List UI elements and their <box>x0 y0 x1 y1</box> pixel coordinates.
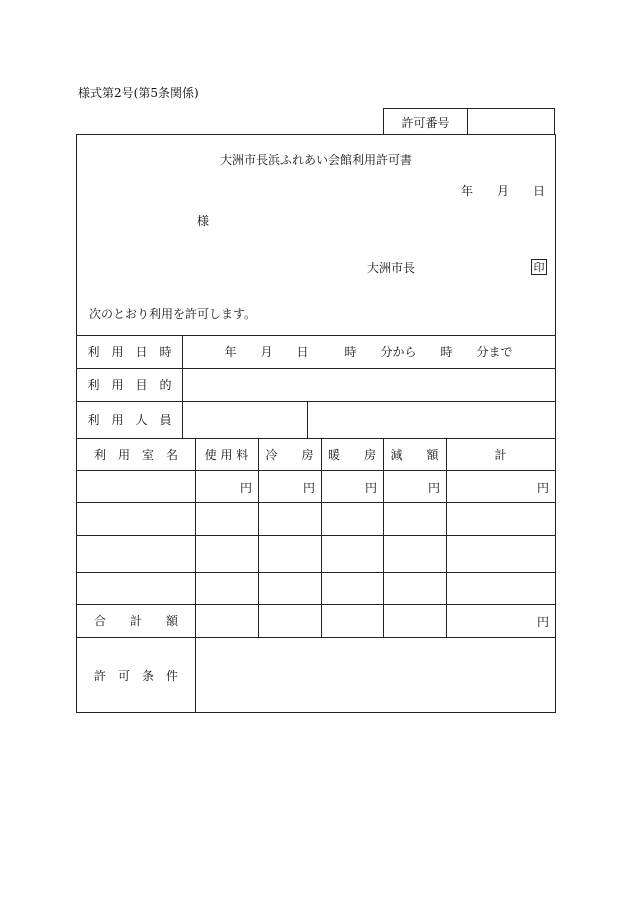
document-title: 大洲市長浜ふれあい会館利用許可書 <box>219 153 412 167</box>
divider <box>77 572 555 573</box>
yen-unit: 円 <box>303 481 316 495</box>
yen-unit: 円 <box>537 615 550 629</box>
permit-statement: 次のとおり利用を許可します。 <box>89 307 257 321</box>
header-reduction: 減 額 <box>390 447 439 462</box>
addressee-suffix: 様 <box>197 214 210 228</box>
yen-unit: 円 <box>537 481 550 495</box>
usage-datetime-label: 利 用 日 時 <box>87 345 172 359</box>
header-room-name: 利 用 室 名 <box>93 447 178 462</box>
yen-unit: 円 <box>240 481 253 495</box>
usage-people-label: 利 用 人 員 <box>87 413 172 427</box>
permit-number-label: 許可番号 <box>384 109 468 135</box>
divider <box>307 401 308 438</box>
divider <box>77 502 555 503</box>
header-cooling: 冷 房 <box>265 447 314 462</box>
permit-number-field[interactable] <box>468 109 556 135</box>
usage-datetime-value: 年 月 日 時 分から 時 分まで <box>224 345 513 359</box>
divider <box>77 470 555 471</box>
yen-unit: 円 <box>428 481 441 495</box>
seal-mark: 印 <box>531 259 547 275</box>
divider <box>77 535 555 536</box>
permit-form <box>76 134 556 713</box>
issue-date: 年 月 日 <box>461 184 546 198</box>
header-heating: 暖 房 <box>327 447 376 462</box>
issuer-name: 大洲市長 <box>367 261 416 275</box>
form-number-label: 様式第2号(第5条関係) <box>78 86 199 100</box>
divider <box>195 438 196 713</box>
permit-conditions-label: 許 可 条 件 <box>93 668 178 683</box>
yen-unit: 円 <box>365 481 378 495</box>
header-total: 計 <box>494 447 507 462</box>
permit-number-box <box>383 108 555 134</box>
usage-purpose-label: 利 用 目 的 <box>87 378 172 392</box>
header-usage-fee: 使 用 料 <box>204 447 249 462</box>
total-amount-label: 合 計 額 <box>93 614 178 628</box>
